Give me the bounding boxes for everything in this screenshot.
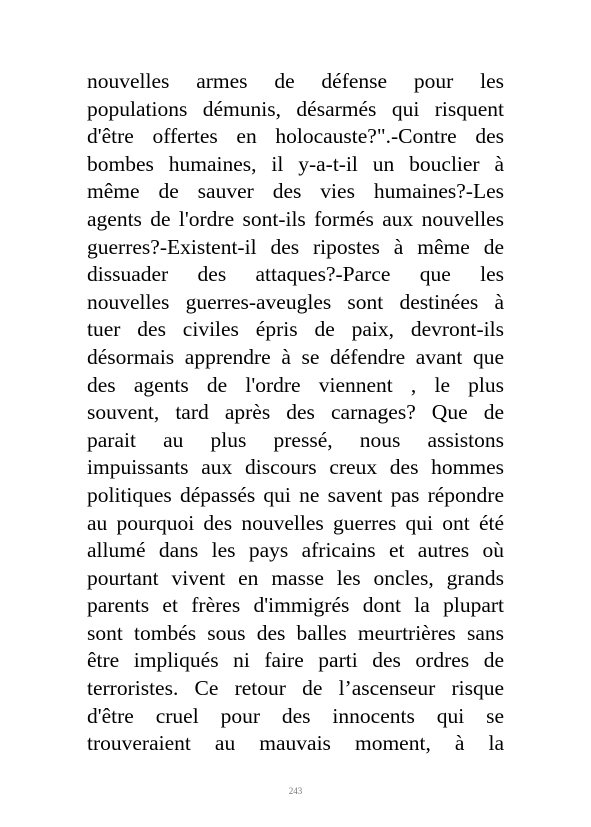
page-number: 243 <box>288 786 303 796</box>
text-line: des agents de l'ordre viennent , le plus <box>87 372 504 397</box>
text-line: être impliqués ni faire parti des ordres de <box>87 648 504 673</box>
text-line: tuer des civiles épris de paix, devront-ils <box>87 317 504 342</box>
text-line: impuissants aux discours creux des hommes <box>87 455 504 480</box>
text-line: sont tombés sous des balles meurtrières sans <box>87 620 504 645</box>
body-text <box>87 68 504 758</box>
text-line: trouveraient au mauvais moment, à la <box>87 731 504 756</box>
text-line: nouvelles armes de défense pour les <box>87 69 504 93</box>
text-line: allumé dans les pays africains et autres où <box>87 538 504 563</box>
text-line: nouvelles guerres-aveugles sont destinées à <box>87 289 504 314</box>
text-line: d'être offertes en holocauste?".-Contre des <box>87 124 504 149</box>
text-line: d'être cruel pour des innocents qui se <box>87 703 504 728</box>
text-line: désormais apprendre à se défendre avant que <box>87 344 504 369</box>
text-line: politiques dépassés qui ne savent pas répondre <box>87 482 504 507</box>
text-line: souvent, tard après des carnages? Que de <box>87 400 504 425</box>
text-line: dissuader des attaques?-Parce que les <box>87 262 504 287</box>
text-line: au pourquoi des nouvelles guerres qui ont été <box>87 510 504 535</box>
text-line: terroristes. Ce retour de l’ascenseur risque <box>87 676 504 701</box>
text-line: populations démunis, désarmés qui risquent <box>87 96 504 121</box>
text-line: agents de l'ordre sont-ils formés aux nouvelles <box>87 206 504 231</box>
text-line: parents et frères d'immigrés dont la plupart <box>87 593 504 618</box>
text-line: même de sauver des vies humaines?-Les <box>87 179 504 204</box>
text-line: parait au plus pressé, nous assistons <box>87 427 504 452</box>
text-line: pourtant vivent en masse les oncles, grands <box>87 565 504 590</box>
text-line: guerres?-Existent-il des ripostes à même de <box>87 234 504 259</box>
text-line: bombes humaines, il y-a-t-il un bouclier à <box>87 151 504 176</box>
